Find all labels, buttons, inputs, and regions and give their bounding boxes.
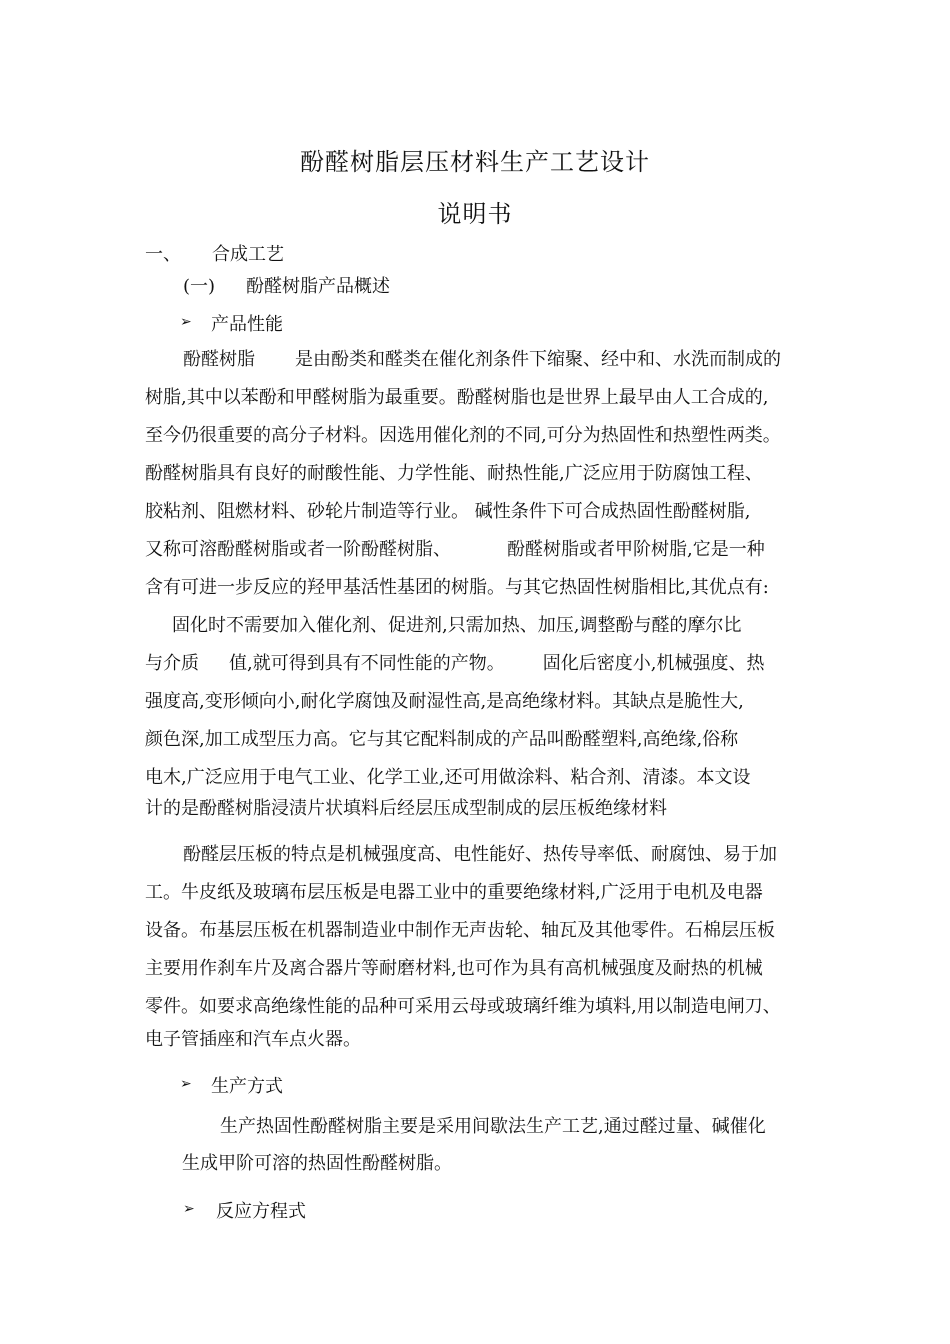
paragraph-line: 颜色深,加工成型压力高。它与其它配料制成的产品叫酚醛塑料,高绝缘,俗称 [145, 729, 739, 750]
paragraph-line: 胶粘剂、阻燃材料、砂轮片制造等行业。 碱性条件下可合成热固性酚醛树脂, [145, 501, 751, 522]
paragraph-line [183, 351, 781, 369]
paragraph-line: 计的是酚醛树脂浸渍片状填料后经层压成型制成的层压板绝缘材料 [145, 798, 667, 819]
paragraph-line [145, 541, 765, 559]
paragraph-line: 酚醛层压板的特点是机械强度高、电性能好、热传导率低、耐腐蚀、易于加 [183, 844, 777, 865]
document-title: 酚醛树脂层压材料生产工艺设计 [300, 148, 650, 176]
paragraph-line: 电木,广泛应用于电气工业、化学工业,还可用做涂料、粘合剂、清漆。本文设 [145, 767, 751, 788]
paragraph-text: 是由酚类和醛类在催化剂条件下缩聚、经中和、水洗而制成的 [295, 349, 781, 370]
paragraph-line: 工。牛皮纸及玻璃布层压板是电器工业中的重要绝缘材料,广泛用于电机及电器 [145, 882, 763, 903]
paragraph-text: 酚醛树脂 [183, 349, 255, 370]
paragraph-line: 酚醛树脂具有良好的耐酸性能、力学性能、耐热性能,广泛应用于防腐蚀工程、 [145, 463, 763, 484]
paragraph-line: 设备。布基层压板在机器制造业中制作无声齿轮、轴瓦及其他零件。石棉层压板 [145, 920, 775, 941]
paragraph-line: 强度高,变形倾向小,耐化学腐蚀及耐湿性高,是高绝缘材料。其缺点是脆性大, [145, 691, 744, 712]
paragraph-line: 生成甲阶可溶的热固性酚醛树脂。 [182, 1153, 452, 1174]
paragraph-line: 生产热固性酚醛树脂主要是采用间歇法生产工艺,通过醛过量、碱催化 [220, 1116, 766, 1137]
paragraph-line: 电子管插座和汽车点火器。 [145, 1029, 361, 1050]
paragraph-line: 含有可进一步反应的羟甲基活性基团的树脂。与其它热固性树脂相比,其优点有: [145, 577, 769, 598]
bullet-heading: 反应方程式 [216, 1201, 306, 1222]
document-subtitle: 说明书 [437, 200, 513, 228]
bullet-heading: 生产方式 [211, 1076, 283, 1097]
bullet-arrow-icon: ➢ [183, 1201, 195, 1217]
bullet-arrow-icon: ➢ [180, 314, 192, 330]
paragraph-line [145, 655, 764, 673]
paragraph-line: 零件。如要求高绝缘性能的品种可采用云母或玻璃纤维为填料,用以制造电闸刀、 [145, 996, 781, 1017]
paragraph-text: 值,就可得到具有不同性能的产物。 [229, 653, 505, 674]
paragraph-line: 固化时不需要加入催化剂、促进剂,只需加热、加压,调整酚与醛的摩尔比 [172, 615, 742, 636]
paragraph-line: 主要用作刹车片及离合器片等耐磨材料,也可作为具有高机械强度及耐热的机械 [145, 958, 763, 979]
paragraph-text: 又称可溶酚醛树脂或者一阶酚醛树脂、 [145, 539, 451, 560]
paragraph-line: 树脂,其中以苯酚和甲醛树脂为最重要。酚醛树脂也是世界上最早由人工合成的, [145, 387, 769, 408]
subsection-number: (一) [183, 276, 216, 297]
subsection-title: 酚醛树脂产品概述 [246, 276, 390, 297]
section-number: 一、 [145, 244, 181, 265]
bullet-arrow-icon: ➢ [180, 1076, 192, 1092]
paragraph-text: 酚醛树脂或者甲阶树脂,它是一种 [507, 539, 765, 560]
bullet-heading: 产品性能 [211, 314, 283, 335]
paragraph-text: 与介质 [145, 653, 199, 674]
paragraph-line: 至今仍很重要的高分子材料。因选用催化剂的不同,可分为热固性和热塑性两类。 [145, 425, 781, 446]
section-title: 合成工艺 [212, 244, 284, 265]
paragraph-text: 固化后密度小,机械强度、热 [542, 653, 765, 674]
